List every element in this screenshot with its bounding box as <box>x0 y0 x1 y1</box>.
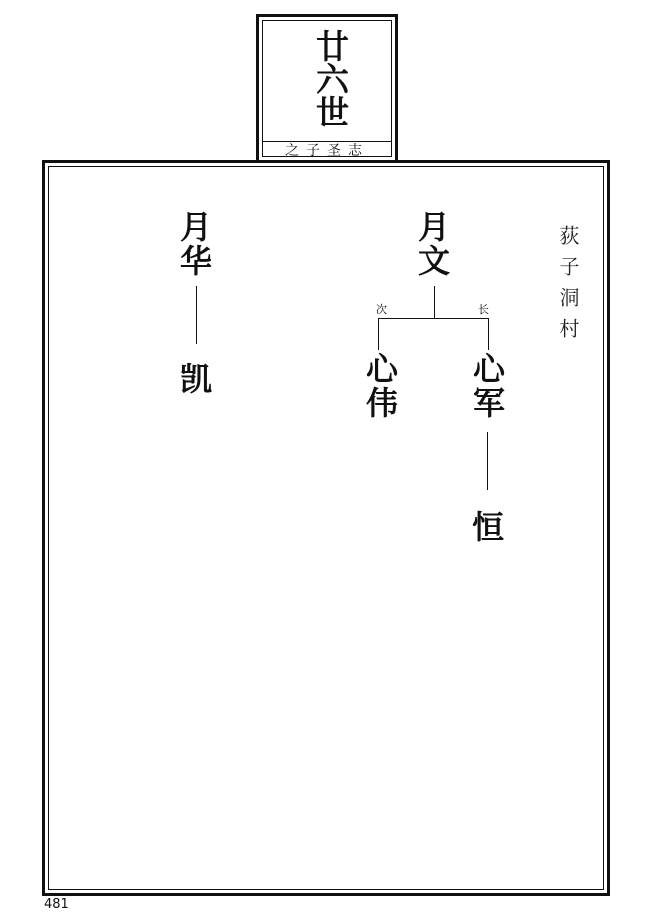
generation-divider <box>263 141 391 142</box>
connector-to-xinjun <box>488 318 489 350</box>
person-yuehua: 月华 <box>175 210 213 278</box>
birth-order-second: 次 <box>376 303 387 316</box>
connector-to-xinwei <box>378 318 379 350</box>
person-xinwei: 心伟 <box>361 352 399 420</box>
village-label: 荻子洞村 <box>556 225 580 349</box>
generation-subtitle: 之子圣志 <box>285 143 369 159</box>
connector-yuehua-down <box>196 286 197 344</box>
person-yuewen: 月文 <box>413 210 451 278</box>
page-number: 481 <box>44 897 69 912</box>
genealogy-frame <box>42 160 610 896</box>
person-heng: 恒 <box>467 510 505 544</box>
person-xinjun: 心军 <box>468 352 506 420</box>
birth-order-elder: 长 <box>478 303 489 316</box>
connector-yuewen-down <box>434 286 435 318</box>
generation-title: 廿六世 <box>311 29 350 128</box>
person-kai: 凯 <box>175 362 213 396</box>
generation-header <box>256 14 398 163</box>
connector-xinjun-down <box>487 432 488 490</box>
connector-sibling-bar <box>378 318 488 319</box>
genealogy-frame-inner <box>48 166 604 890</box>
